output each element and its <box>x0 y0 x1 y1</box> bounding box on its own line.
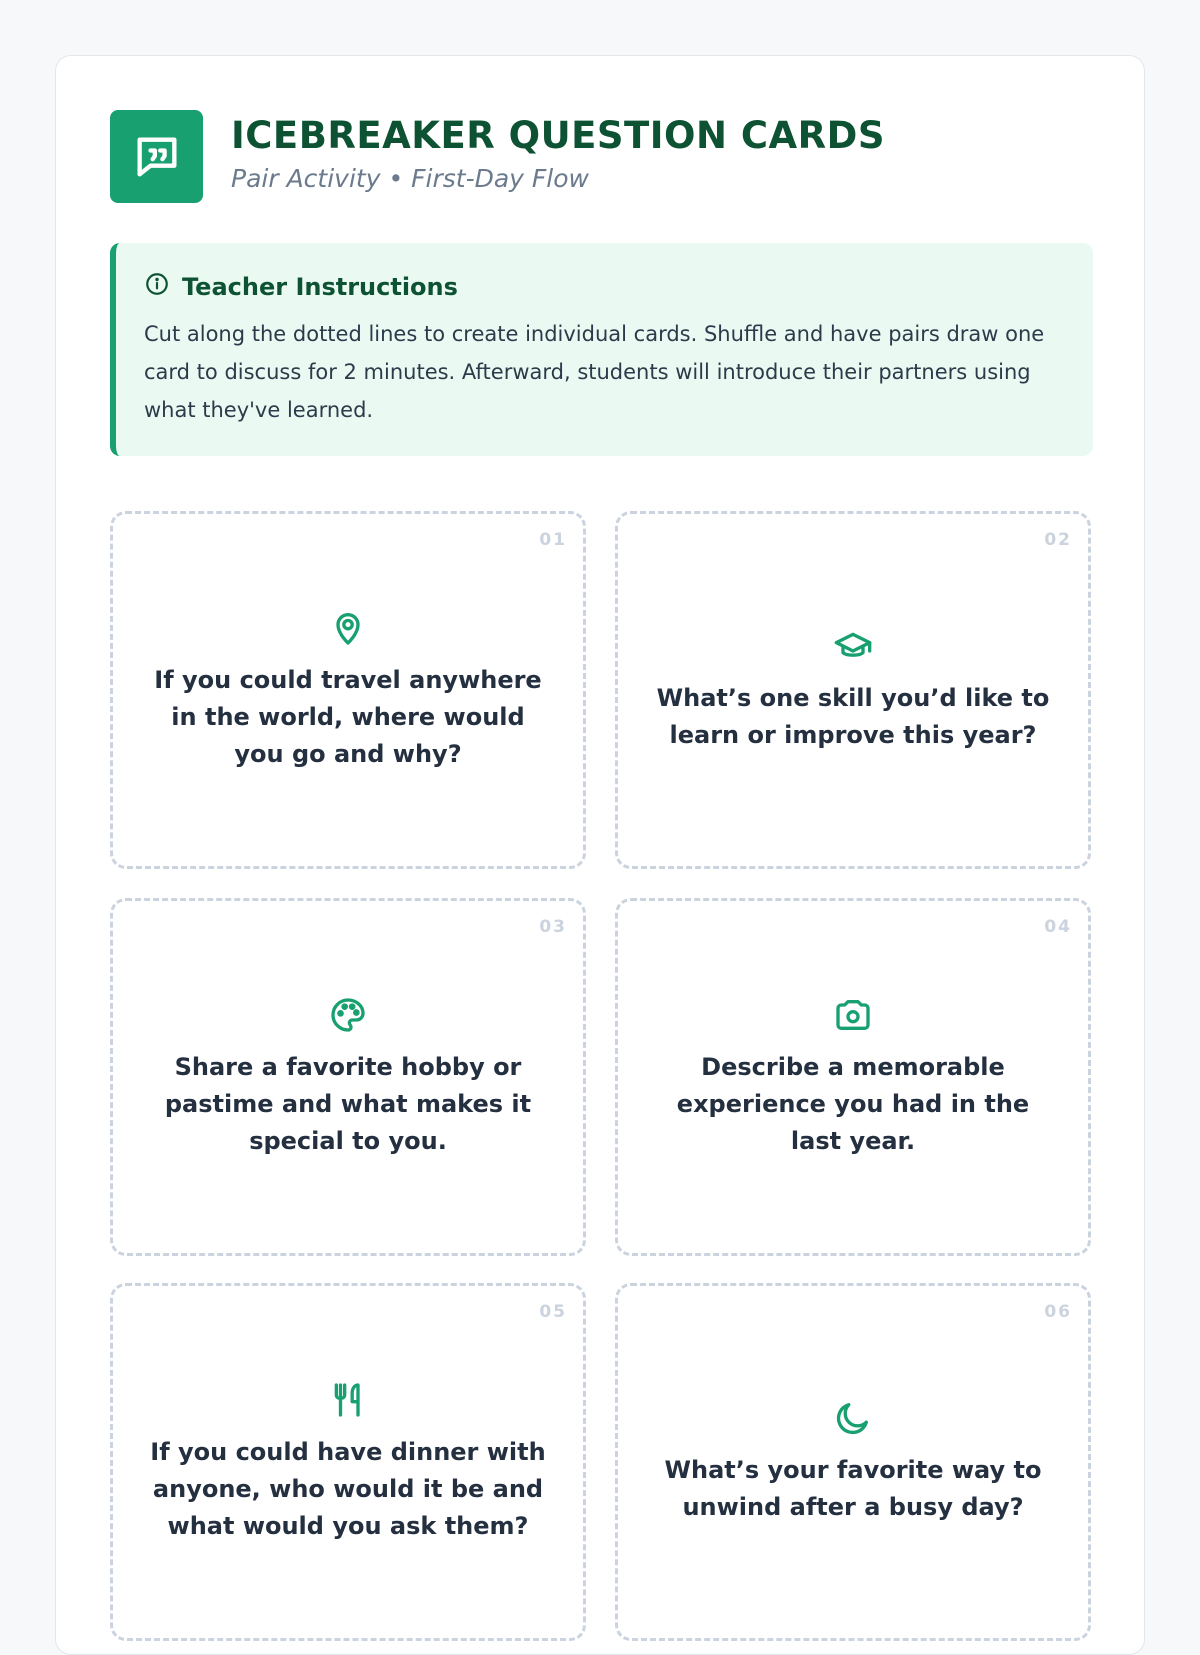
question-card <box>110 1283 586 1641</box>
moon-icon <box>833 1398 873 1438</box>
header <box>110 110 885 203</box>
question-card <box>110 511 586 869</box>
card-question: If you could travel anywhere in the world, where would you go and why? <box>154 665 542 768</box>
question-card <box>615 1283 1091 1641</box>
card-question: What’s one skill you’d like to learn or improve this year? <box>656 684 1050 749</box>
question-card <box>615 511 1091 869</box>
instructions-body: Cut along the dotted lines to create individual cards. Shuffle and have pairs draw one card to discuss for 2 minutes. Afterward, students will introduce their partners using what they've learned. <box>144 322 1045 422</box>
graduation-cap-icon <box>833 626 873 666</box>
card-number: 02 <box>1044 530 1072 550</box>
card-question: Describe a memorable experience you had in the last year. <box>676 1052 1030 1155</box>
utensils-icon <box>328 1380 368 1420</box>
quote-bubble-icon <box>110 110 203 203</box>
page-title: ICEBREAKER QUESTION CARDS <box>231 114 885 157</box>
card-question: If you could have dinner with anyone, who would it be and what would you ask them? <box>150 1437 546 1540</box>
card-number: 04 <box>1044 917 1072 937</box>
camera-icon <box>833 995 873 1035</box>
info-icon <box>144 271 182 303</box>
question-card <box>615 898 1091 1256</box>
question-card <box>110 898 586 1256</box>
card-number: 03 <box>539 917 567 937</box>
map-pin-icon <box>328 608 368 648</box>
card-number: 06 <box>1044 1302 1072 1322</box>
palette-icon <box>328 995 368 1035</box>
card-question: Share a favorite hobby or pastime and what makes it special to you. <box>164 1052 532 1155</box>
instructions-heading: Teacher Instructions <box>182 273 458 301</box>
worksheet-page <box>55 55 1145 1655</box>
card-number: 01 <box>539 530 567 550</box>
page-subtitle: Pair Activity • First-Day Flow <box>231 164 589 193</box>
teacher-instructions-box <box>110 243 1093 456</box>
card-question: What’s your favorite way to unwind after a busy day? <box>664 1456 1042 1521</box>
card-number: 05 <box>539 1302 567 1322</box>
